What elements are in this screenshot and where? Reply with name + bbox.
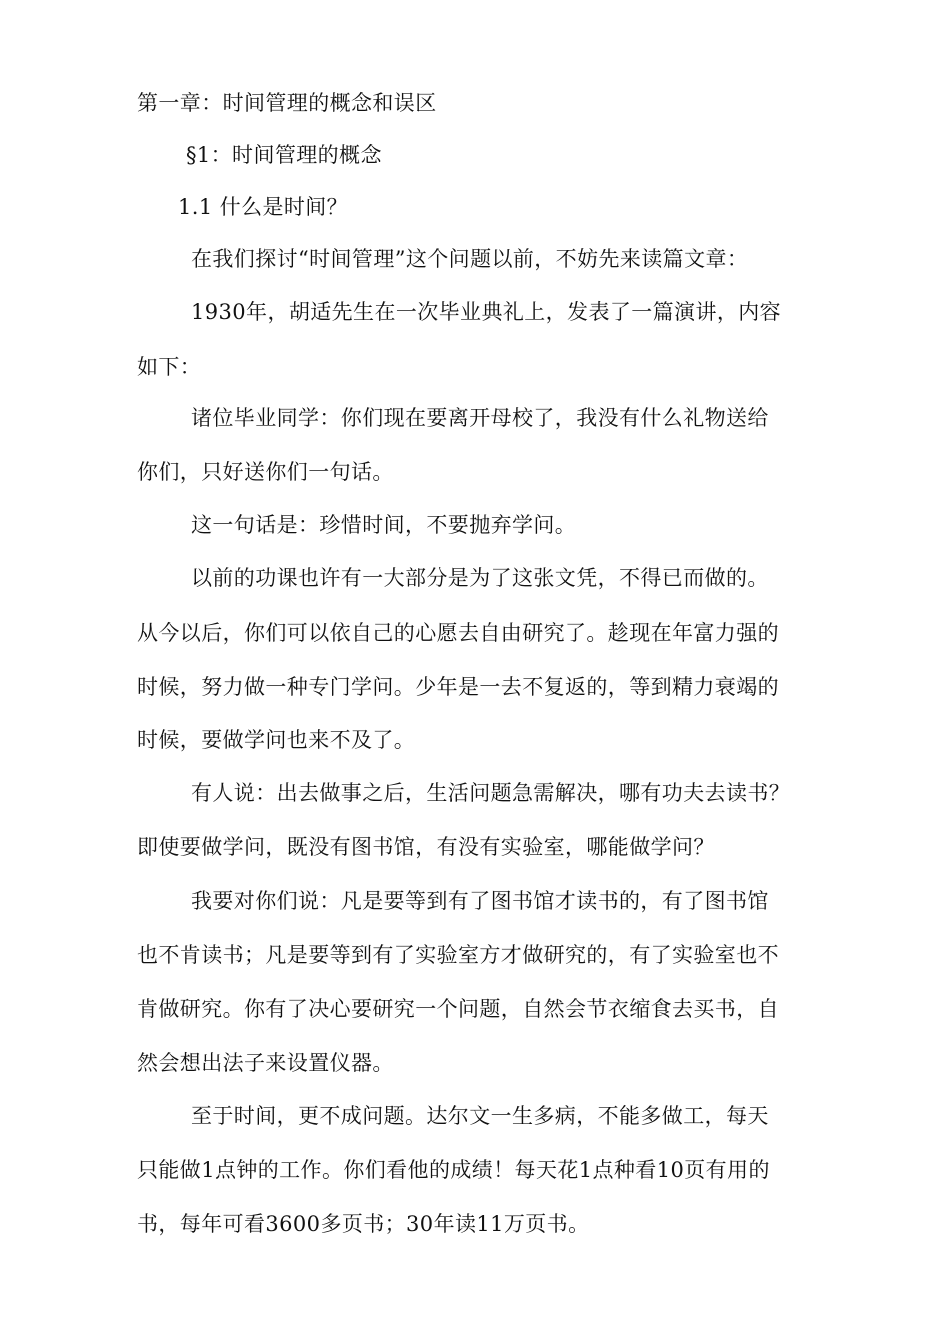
body-line: 书，每年可看3600多页书；30年读11万页书。: [137, 1212, 590, 1236]
section-title: §1：时间管理的概念: [186, 143, 382, 167]
body-line: 时候，努力做一种专门学问。少年是一去不复返的，等到精力衰竭的: [137, 675, 779, 699]
body-line: 也不肯读书；凡是要等到有了实验室方才做研究的，有了实验室也不: [137, 943, 779, 967]
body-line: 有人说：出去做事之后，生活问题急需解决，哪有功夫去读书？: [191, 781, 791, 805]
body-line: 时候，要做学问也来不及了。: [137, 728, 416, 752]
body-line: 我要对你们说：凡是要等到有了图书馆才读书的，有了图书馆: [191, 889, 769, 913]
body-line: 肯做研究。你有了决心要研究一个问题，自然会节衣缩食去买书，自: [137, 997, 779, 1021]
body-line: 然会想出法子来设置仪器。: [137, 1051, 394, 1075]
body-line: 从今以后，你们可以依自己的心愿去自由研究了。趁现在年富力强的: [137, 621, 779, 645]
body-line: 只能做1点钟的工作。你们看他的成绩！每天花1点种看10页有用的: [137, 1158, 770, 1182]
body-line: 诸位毕业同学：你们现在要离开母校了，我没有什么礼物送给: [191, 406, 769, 430]
body-line: 至于时间，更不成问题。达尔文一生多病，不能多做工，每天: [191, 1104, 769, 1128]
subsection-title: 1.1 什么是时间？: [178, 195, 349, 219]
chapter-title: 第一章：时间管理的概念和误区: [137, 91, 437, 115]
body-line: 以前的功课也许有一大部分是为了这张文凭，不得已而做的。: [191, 566, 769, 590]
body-line: 你们，只好送你们一句话。: [137, 460, 394, 484]
body-line: 1930年，胡适先生在一次毕业典礼上，发表了一篇演讲，内容: [191, 300, 782, 324]
body-line: 如下：: [137, 355, 202, 379]
body-line: 在我们探讨“时间管理”这个问题以前，不妨先来读篇文章：: [191, 247, 749, 271]
body-line: 这一句话是：珍惜时间，不要抛弃学问。: [191, 513, 577, 537]
body-line: 即使要做学问，既没有图书馆，有没有实验室，哪能做学问？: [137, 835, 715, 859]
